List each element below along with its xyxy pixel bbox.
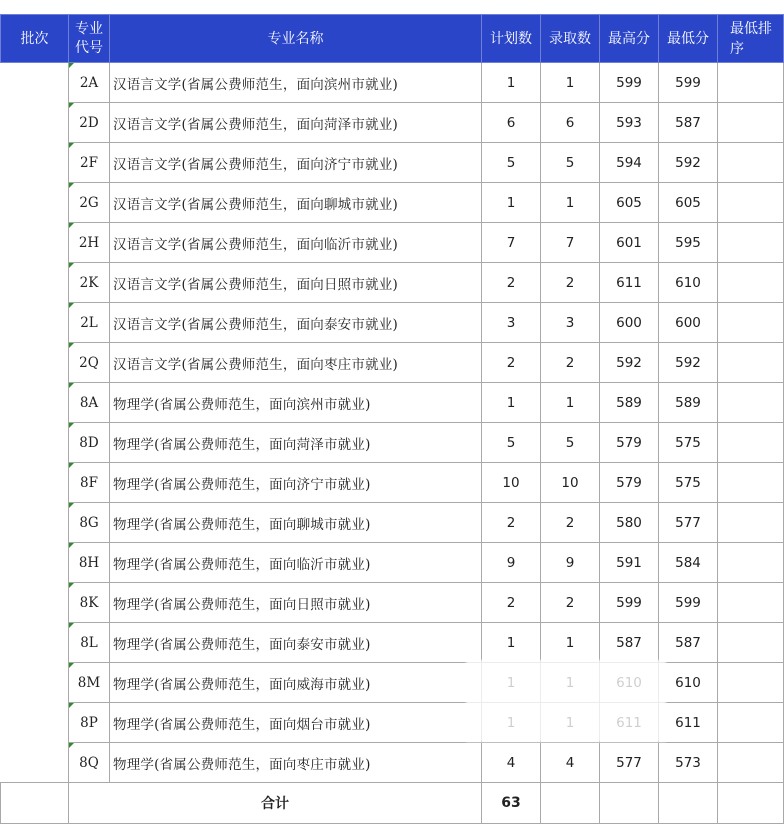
min-rank-cell xyxy=(718,423,784,463)
total-label: 合计 xyxy=(69,783,482,824)
admitted-count-cell: 10 xyxy=(541,463,600,503)
major-code-cell: 8A xyxy=(69,383,110,423)
min-rank-cell xyxy=(718,343,784,383)
min-rank-cell xyxy=(718,463,784,503)
table-row xyxy=(1,503,784,543)
max-score-cell: 601 xyxy=(600,223,659,263)
plan-count-cell: 1 xyxy=(482,63,541,103)
major-code-cell: 8K xyxy=(69,583,110,623)
major-name-cell: 汉语言文学(省属公费师范生，面向济宁市就业) xyxy=(110,143,482,183)
min-score-cell: 575 xyxy=(659,463,718,503)
admitted-count-cell: 7 xyxy=(541,223,600,263)
min-rank-cell xyxy=(718,263,784,303)
max-score-cell: 579 xyxy=(600,423,659,463)
max-score-cell: 587 xyxy=(600,623,659,663)
admitted-count-cell: 2 xyxy=(541,343,600,383)
major-name-cell: 物理学(省属公费师范生，面向日照市就业) xyxy=(110,583,482,623)
admitted-count-cell: 1 xyxy=(541,623,600,663)
major-code-cell: 2Q xyxy=(69,343,110,383)
major-name-cell: 物理学(省属公费师范生，面向济宁市就业) xyxy=(110,463,482,503)
total-empty-cell xyxy=(718,783,784,824)
table-row xyxy=(1,63,784,103)
table-row xyxy=(1,143,784,183)
min-rank-cell xyxy=(718,143,784,183)
max-score-cell: 605 xyxy=(600,183,659,223)
min-score-cell: 610 xyxy=(659,663,718,703)
total-batch-cell xyxy=(1,783,69,824)
max-score-cell: 594 xyxy=(600,143,659,183)
min-score-cell: 595 xyxy=(659,223,718,263)
table-row xyxy=(1,423,784,463)
major-name-cell: 物理学(省属公费师范生，面向临沂市就业) xyxy=(110,543,482,583)
plan-count-cell: 1 xyxy=(482,623,541,663)
min-rank-cell xyxy=(718,63,784,103)
major-code-cell: 2K xyxy=(69,263,110,303)
header-name[interactable]: 专业名称 xyxy=(110,15,482,63)
min-rank-cell xyxy=(718,503,784,543)
major-name-cell: 物理学(省属公费师范生，面向枣庄市就业) xyxy=(110,743,482,783)
header-admitted[interactable]: 录取数 xyxy=(541,15,600,63)
plan-count-cell: 5 xyxy=(482,143,541,183)
admitted-count-cell: 1 xyxy=(541,63,600,103)
table-row xyxy=(1,263,784,303)
min-score-cell: 600 xyxy=(659,303,718,343)
admitted-count-cell: 1 xyxy=(541,383,600,423)
max-score-cell: 599 xyxy=(600,583,659,623)
major-code-cell: 2D xyxy=(69,103,110,143)
admitted-count-cell: 4 xyxy=(541,743,600,783)
min-score-cell: 573 xyxy=(659,743,718,783)
admitted-count-cell: 2 xyxy=(541,263,600,303)
plan-count-cell: 2 xyxy=(482,503,541,543)
min-score-cell: 587 xyxy=(659,623,718,663)
min-rank-cell xyxy=(718,703,784,743)
admitted-count-cell: 2 xyxy=(541,583,600,623)
min-rank-cell xyxy=(718,303,784,343)
total-empty-cell xyxy=(541,783,600,824)
max-score-cell: 592 xyxy=(600,343,659,383)
admitted-count-cell: 1 xyxy=(541,183,600,223)
header-min-score[interactable]: 最低分 xyxy=(659,15,718,63)
header-batch[interactable]: 批次 xyxy=(1,15,69,63)
major-code-cell: 8D xyxy=(69,423,110,463)
watermark-overlay xyxy=(466,660,666,742)
major-name-cell: 物理学(省属公费师范生，面向泰安市就业) xyxy=(110,623,482,663)
header-plan[interactable]: 计划数 xyxy=(482,15,541,63)
max-score-cell: 600 xyxy=(600,303,659,343)
major-name-cell: 汉语言文学(省属公费师范生，面向菏泽市就业) xyxy=(110,103,482,143)
major-code-cell: 2G xyxy=(69,183,110,223)
plan-count-cell: 1 xyxy=(482,183,541,223)
plan-count-cell: 2 xyxy=(482,343,541,383)
admitted-count-cell: 9 xyxy=(541,543,600,583)
plan-count-cell: 2 xyxy=(482,263,541,303)
table-row xyxy=(1,343,784,383)
major-name-cell: 汉语言文学(省属公费师范生，面向日照市就业) xyxy=(110,263,482,303)
admitted-count-cell: 5 xyxy=(541,423,600,463)
major-name-cell: 物理学(省属公费师范生，面向聊城市就业) xyxy=(110,503,482,543)
max-score-cell: 593 xyxy=(600,103,659,143)
total-empty-cell xyxy=(659,783,718,824)
plan-count-cell: 9 xyxy=(482,543,541,583)
min-score-cell: 575 xyxy=(659,423,718,463)
major-code-cell: 2F xyxy=(69,143,110,183)
table-row xyxy=(1,223,784,263)
header-row xyxy=(1,15,784,63)
min-score-cell: 577 xyxy=(659,503,718,543)
min-rank-cell xyxy=(718,623,784,663)
major-code-cell: 8Q xyxy=(69,743,110,783)
min-score-cell: 599 xyxy=(659,63,718,103)
plan-count-cell: 1 xyxy=(482,383,541,423)
plan-count-cell: 4 xyxy=(482,743,541,783)
major-code-cell: 8P xyxy=(69,703,110,743)
batch-cell xyxy=(1,63,69,783)
major-name-cell: 物理学(省属公费师范生，面向滨州市就业) xyxy=(110,383,482,423)
min-score-cell: 589 xyxy=(659,383,718,423)
min-rank-cell xyxy=(718,743,784,783)
admitted-count-cell: 5 xyxy=(541,143,600,183)
plan-count-cell: 6 xyxy=(482,103,541,143)
admission-table xyxy=(0,14,784,824)
min-score-cell: 610 xyxy=(659,263,718,303)
major-name-cell: 物理学(省属公费师范生，面向菏泽市就业) xyxy=(110,423,482,463)
max-score-cell: 591 xyxy=(600,543,659,583)
top-margin xyxy=(0,0,750,14)
min-score-cell: 592 xyxy=(659,343,718,383)
min-rank-cell xyxy=(718,583,784,623)
min-rank-cell xyxy=(718,543,784,583)
major-name-cell: 汉语言文学(省属公费师范生，面向聊城市就业) xyxy=(110,183,482,223)
max-score-cell: 577 xyxy=(600,743,659,783)
plan-count-cell: 3 xyxy=(482,303,541,343)
table-row xyxy=(1,583,784,623)
major-code-cell: 8M xyxy=(69,663,110,703)
min-score-cell: 611 xyxy=(659,703,718,743)
table-row xyxy=(1,103,784,143)
min-score-cell: 592 xyxy=(659,143,718,183)
max-score-cell: 589 xyxy=(600,383,659,423)
admitted-count-cell: 6 xyxy=(541,103,600,143)
plan-count-cell: 7 xyxy=(482,223,541,263)
major-name-cell: 物理学(省属公费师范生，面向烟台市就业) xyxy=(110,703,482,743)
plan-count-cell: 10 xyxy=(482,463,541,503)
major-name-cell: 汉语言文学(省属公费师范生，面向泰安市就业) xyxy=(110,303,482,343)
total-empty-cell xyxy=(600,783,659,824)
header-code[interactable]: 专业代号 xyxy=(69,15,110,63)
major-code-cell: 8F xyxy=(69,463,110,503)
major-code-cell: 8H xyxy=(69,543,110,583)
table-row xyxy=(1,663,784,703)
table-row xyxy=(1,543,784,583)
total-plan: 63 xyxy=(482,783,541,824)
plan-count-cell: 5 xyxy=(482,423,541,463)
major-code-cell: 2H xyxy=(69,223,110,263)
min-rank-cell xyxy=(718,103,784,143)
min-rank-cell xyxy=(718,183,784,223)
major-code-cell: 2A xyxy=(69,63,110,103)
table-row xyxy=(1,463,784,503)
min-rank-cell xyxy=(718,223,784,263)
major-name-cell: 汉语言文学(省属公费师范生，面向滨州市就业) xyxy=(110,63,482,103)
header-min-rank[interactable]: 最低排序 xyxy=(718,15,784,63)
min-rank-cell xyxy=(718,663,784,703)
table-row xyxy=(1,743,784,783)
major-name-cell: 物理学(省属公费师范生，面向威海市就业) xyxy=(110,663,482,703)
max-score-cell: 580 xyxy=(600,503,659,543)
table-row xyxy=(1,703,784,743)
table-row xyxy=(1,303,784,343)
min-score-cell: 587 xyxy=(659,103,718,143)
plan-count-cell: 2 xyxy=(482,583,541,623)
table-row xyxy=(1,183,784,223)
min-score-cell: 584 xyxy=(659,543,718,583)
max-score-cell: 599 xyxy=(600,63,659,103)
admitted-count-cell: 3 xyxy=(541,303,600,343)
table-row xyxy=(1,623,784,663)
min-score-cell: 599 xyxy=(659,583,718,623)
major-code-cell: 2L xyxy=(69,303,110,343)
admitted-count-cell: 2 xyxy=(541,503,600,543)
major-name-cell: 汉语言文学(省属公费师范生，面向临沂市就业) xyxy=(110,223,482,263)
min-score-cell: 605 xyxy=(659,183,718,223)
major-name-cell: 汉语言文学(省属公费师范生，面向枣庄市就业) xyxy=(110,343,482,383)
table-row xyxy=(1,383,784,423)
total-row xyxy=(1,783,784,824)
max-score-cell: 611 xyxy=(600,263,659,303)
max-score-cell: 579 xyxy=(600,463,659,503)
min-rank-cell xyxy=(718,383,784,423)
header-max-score[interactable]: 最高分 xyxy=(600,15,659,63)
major-code-cell: 8L xyxy=(69,623,110,663)
major-code-cell: 8G xyxy=(69,503,110,543)
